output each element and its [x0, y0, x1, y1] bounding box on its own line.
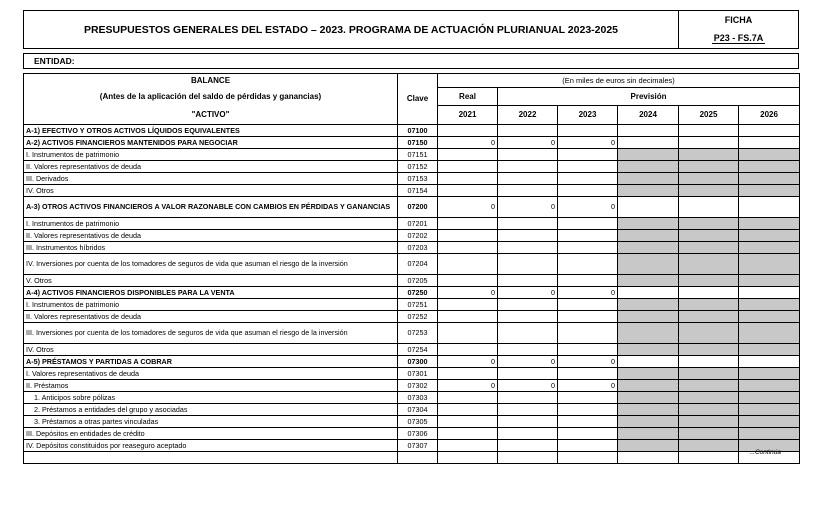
forecast-cell — [679, 196, 739, 217]
value-cell — [558, 439, 618, 451]
year-heading: 2024 — [618, 106, 679, 125]
row-label: A-5) PRÉSTAMOS Y PARTIDAS A COBRAR — [24, 355, 398, 367]
forecast-cell — [679, 310, 739, 322]
forecast-cell — [618, 379, 679, 391]
value-cell — [558, 241, 618, 253]
forecast-cell — [618, 229, 679, 241]
forecast-cell — [739, 172, 800, 184]
clave-heading: Clave — [398, 74, 438, 125]
value-cell: 0 — [558, 196, 618, 217]
forecast-cell — [739, 343, 800, 355]
value-cell — [558, 322, 618, 343]
table-row — [24, 241, 800, 253]
forecast-cell — [679, 136, 739, 148]
forecast-cell — [679, 415, 739, 427]
row-label: V. Otros — [24, 274, 398, 286]
forecast-cell — [679, 172, 739, 184]
forecast-cell — [618, 322, 679, 343]
table-row — [24, 229, 800, 241]
forecast-cell — [679, 124, 739, 136]
value-cell: 0 — [558, 136, 618, 148]
value-cell: 0 — [438, 136, 498, 148]
row-clave: 07305 — [398, 415, 438, 427]
row-label: I. Valores representativos de deuda — [24, 367, 398, 379]
forecast-cell — [679, 439, 739, 451]
forecast-cell — [679, 391, 739, 403]
forecast-cell — [618, 136, 679, 148]
forecast-cell — [739, 274, 800, 286]
value-cell — [438, 172, 498, 184]
row-label: A-4) ACTIVOS FINANCIEROS DISPONIBLES PARA LA VENTA — [24, 286, 398, 298]
value-cell: 0 — [558, 379, 618, 391]
row-label: IV. Depósitos constituidos por reaseguro aceptado — [24, 439, 398, 451]
row-label: IV. Otros — [24, 343, 398, 355]
value-cell — [558, 160, 618, 172]
value-cell — [438, 184, 498, 196]
row-clave: 07151 — [398, 148, 438, 160]
row-label: A-2) ACTIVOS FINANCIEROS MANTENIDOS PARA NEGOCIAR — [24, 136, 398, 148]
forecast-cell — [618, 310, 679, 322]
value-cell — [438, 415, 498, 427]
row-label: I. Instrumentos de patrimonio — [24, 298, 398, 310]
empty-row — [24, 451, 800, 463]
forecast-cell — [739, 253, 800, 274]
value-cell — [498, 298, 558, 310]
value-cell — [558, 367, 618, 379]
value-cell — [558, 415, 618, 427]
table-row — [24, 379, 800, 391]
row-label: A-1) EFECTIVO Y OTROS ACTIVOS LÍQUIDOS EQUIVALENTES — [24, 124, 398, 136]
row-clave: 07204 — [398, 253, 438, 274]
row-label: III. Depósitos en entidades de crédito — [24, 427, 398, 439]
row-label: I. Instrumentos de patrimonio — [24, 148, 398, 160]
value-cell — [498, 241, 558, 253]
row-clave: 07303 — [398, 391, 438, 403]
forecast-cell — [739, 184, 800, 196]
row-label: II. Valores representativos de deuda — [24, 310, 398, 322]
empty-cell — [679, 451, 739, 463]
row-clave: 07254 — [398, 343, 438, 355]
balance-heading: BALANCE — [24, 74, 398, 88]
forecast-cell — [618, 148, 679, 160]
forecast-cell — [679, 148, 739, 160]
row-clave: 07152 — [398, 160, 438, 172]
value-cell — [438, 310, 498, 322]
table-row — [24, 160, 800, 172]
row-clave: 07251 — [398, 298, 438, 310]
value-cell — [498, 322, 558, 343]
row-label: III. Instrumentos híbridos — [24, 241, 398, 253]
year-heading: 2022 — [498, 106, 558, 125]
row-clave: 07304 — [398, 403, 438, 415]
row-clave: 07203 — [398, 241, 438, 253]
year-heading: 2021 — [438, 106, 498, 125]
forecast-cell — [618, 196, 679, 217]
forecast-cell — [618, 286, 679, 298]
row-label: III. Derivados — [24, 172, 398, 184]
forecast-cell — [739, 367, 800, 379]
row-clave: 07250 — [398, 286, 438, 298]
ficha-code: P23 - FS.7A — [713, 33, 764, 43]
value-cell — [438, 229, 498, 241]
forecast-cell — [739, 136, 800, 148]
forecast-cell — [739, 415, 800, 427]
row-clave: 07150 — [398, 136, 438, 148]
value-cell — [438, 298, 498, 310]
forecast-cell — [679, 343, 739, 355]
row-clave: 07201 — [398, 217, 438, 229]
forecast-cell — [679, 286, 739, 298]
row-clave: 07301 — [398, 367, 438, 379]
value-cell — [498, 148, 558, 160]
row-clave: 07154 — [398, 184, 438, 196]
forecast-cell — [739, 229, 800, 241]
table-row — [24, 172, 800, 184]
value-cell — [438, 241, 498, 253]
value-cell — [438, 439, 498, 451]
value-cell — [558, 184, 618, 196]
forecast-cell — [739, 160, 800, 172]
forecast-cell — [679, 229, 739, 241]
value-cell — [498, 217, 558, 229]
value-cell — [498, 274, 558, 286]
row-label: III. Inversiones por cuenta de los tomadores de seguros de vida que asuman el riesgo de la inversión — [24, 322, 398, 343]
forecast-cell — [679, 379, 739, 391]
value-cell — [438, 367, 498, 379]
value-cell: 0 — [558, 355, 618, 367]
units-note: (En miles de euros sin decimales) — [438, 74, 800, 88]
year-heading: 2025 — [679, 106, 739, 125]
forecast-cell — [679, 355, 739, 367]
forecast-cell — [739, 298, 800, 310]
value-cell — [498, 229, 558, 241]
value-cell — [558, 253, 618, 274]
table-row — [24, 274, 800, 286]
value-cell — [498, 367, 558, 379]
row-clave: 07306 — [398, 427, 438, 439]
row-clave: 07307 — [398, 439, 438, 451]
value-cell: 0 — [498, 355, 558, 367]
row-label: IV. Otros — [24, 184, 398, 196]
forecast-cell — [739, 241, 800, 253]
empty-cell — [398, 451, 438, 463]
table-row — [24, 217, 800, 229]
table-row — [24, 310, 800, 322]
value-cell — [438, 322, 498, 343]
forecast-cell — [739, 196, 800, 217]
row-clave: 07253 — [398, 322, 438, 343]
forecast-cell — [618, 172, 679, 184]
table-row — [24, 367, 800, 379]
forecast-cell — [618, 184, 679, 196]
table-row — [24, 427, 800, 439]
forecast-cell — [618, 124, 679, 136]
row-label: II. Valores representativos de deuda — [24, 229, 398, 241]
value-cell — [558, 124, 618, 136]
row-label: II. Préstamos — [24, 379, 398, 391]
row-clave: 07252 — [398, 310, 438, 322]
forecast-cell — [679, 160, 739, 172]
forecast-cell — [618, 403, 679, 415]
value-cell: 0 — [558, 286, 618, 298]
budget-form — [23, 10, 799, 464]
table-row — [24, 322, 800, 343]
value-cell — [498, 160, 558, 172]
value-cell: 0 — [438, 196, 498, 217]
form-title: PRESUPUESTOS GENERALES DEL ESTADO – 2023. PROGRAMA DE ACTUACIÓN PLURIANUAL 2023-2025 — [24, 11, 679, 48]
row-label: 2. Préstamos a entidades del grupo y asociadas — [24, 403, 398, 415]
forecast-cell — [618, 241, 679, 253]
value-cell — [438, 427, 498, 439]
forecast-cell — [679, 253, 739, 274]
value-cell — [498, 172, 558, 184]
value-cell — [558, 427, 618, 439]
value-cell — [558, 310, 618, 322]
forecast-cell — [679, 217, 739, 229]
table-row — [24, 355, 800, 367]
row-clave: 07205 — [398, 274, 438, 286]
activo-heading: "ACTIVO" — [24, 106, 398, 125]
forecast-cell — [618, 274, 679, 286]
forecast-cell — [739, 148, 800, 160]
row-label: A-3) OTROS ACTIVOS FINANCIEROS A VALOR RAZONABLE CON CAMBIOS EN PÉRDIDAS Y GANANCIAS — [24, 196, 398, 217]
table-row — [24, 298, 800, 310]
row-label: I. Instrumentos de patrimonio — [24, 217, 398, 229]
table-row — [24, 439, 800, 451]
value-cell — [498, 184, 558, 196]
forecast-cell — [739, 391, 800, 403]
forecast-cell — [618, 217, 679, 229]
forecast-cell — [679, 403, 739, 415]
row-clave: 07202 — [398, 229, 438, 241]
forecast-cell — [618, 391, 679, 403]
value-cell — [498, 343, 558, 355]
forecast-cell — [679, 274, 739, 286]
ficha-label: FICHA — [724, 15, 753, 25]
forecast-cell — [679, 298, 739, 310]
year-heading: 2026 — [739, 106, 800, 125]
table-row — [24, 391, 800, 403]
value-cell: 0 — [438, 379, 498, 391]
ficha-box — [679, 11, 798, 48]
prevision-heading: Previsión — [498, 88, 800, 106]
forecast-cell — [618, 355, 679, 367]
value-cell: 0 — [498, 136, 558, 148]
empty-cell — [558, 451, 618, 463]
row-clave: 07100 — [398, 124, 438, 136]
row-label: 3. Préstamos a otras partes vinculadas — [24, 415, 398, 427]
table-row — [24, 184, 800, 196]
row-label: 1. Anticipos sobre pólizas — [24, 391, 398, 403]
value-cell — [558, 403, 618, 415]
forecast-cell — [618, 439, 679, 451]
empty-cell — [24, 451, 398, 463]
value-cell — [438, 148, 498, 160]
value-cell — [438, 253, 498, 274]
empty-cell — [438, 451, 498, 463]
table-row — [24, 196, 800, 217]
year-heading: 2023 — [558, 106, 618, 125]
forecast-cell — [739, 310, 800, 322]
forecast-cell — [739, 124, 800, 136]
value-cell — [558, 217, 618, 229]
table-row — [24, 124, 800, 136]
value-cell — [498, 439, 558, 451]
row-clave: 07200 — [398, 196, 438, 217]
value-cell — [438, 124, 498, 136]
forecast-cell — [679, 427, 739, 439]
forecast-cell — [618, 298, 679, 310]
row-label: IV. Inversiones por cuenta de los tomadores de seguros de vida que asuman el riesgo de la inversión — [24, 253, 398, 274]
forecast-cell — [618, 253, 679, 274]
forecast-cell — [618, 415, 679, 427]
forecast-cell — [618, 367, 679, 379]
forecast-cell — [739, 403, 800, 415]
value-cell — [558, 148, 618, 160]
continua-note: ...Continúa — [749, 448, 781, 456]
forecast-cell — [679, 322, 739, 343]
forecast-cell — [618, 343, 679, 355]
value-cell — [438, 160, 498, 172]
real-heading: Real — [438, 88, 498, 106]
row-clave: 07302 — [398, 379, 438, 391]
value-cell — [558, 172, 618, 184]
value-cell — [558, 274, 618, 286]
value-cell — [438, 217, 498, 229]
value-cell — [498, 253, 558, 274]
forecast-cell — [739, 379, 800, 391]
table-row — [24, 136, 800, 148]
value-cell: 0 — [438, 286, 498, 298]
value-cell — [498, 415, 558, 427]
value-cell: 0 — [498, 379, 558, 391]
table-row — [24, 403, 800, 415]
forecast-cell — [679, 184, 739, 196]
value-cell — [498, 124, 558, 136]
balance-table — [23, 73, 800, 464]
table-row — [24, 148, 800, 160]
value-cell — [438, 274, 498, 286]
value-cell — [498, 403, 558, 415]
empty-cell — [498, 451, 558, 463]
value-cell — [558, 391, 618, 403]
forecast-cell — [618, 160, 679, 172]
forecast-cell — [679, 367, 739, 379]
table-row — [24, 343, 800, 355]
value-cell: 0 — [498, 286, 558, 298]
forecast-cell — [739, 355, 800, 367]
value-cell — [558, 298, 618, 310]
empty-cell — [618, 451, 679, 463]
form-header — [23, 10, 799, 49]
table-row — [24, 286, 800, 298]
forecast-cell — [618, 427, 679, 439]
table-row — [24, 253, 800, 274]
value-cell: 0 — [438, 355, 498, 367]
row-clave: 07153 — [398, 172, 438, 184]
value-cell: 0 — [498, 196, 558, 217]
entidad-field: ENTIDAD: — [23, 53, 799, 69]
value-cell — [498, 427, 558, 439]
row-label: II. Valores representativos de deuda — [24, 160, 398, 172]
forecast-cell — [739, 286, 800, 298]
forecast-cell — [679, 241, 739, 253]
value-cell — [438, 391, 498, 403]
balance-subtitle: (Antes de la aplicación del saldo de pérdidas y ganancias) — [24, 88, 398, 106]
value-cell — [438, 403, 498, 415]
value-cell — [498, 310, 558, 322]
forecast-cell — [739, 322, 800, 343]
table-row — [24, 415, 800, 427]
row-clave: 07300 — [398, 355, 438, 367]
value-cell — [498, 391, 558, 403]
value-cell — [438, 343, 498, 355]
value-cell — [558, 229, 618, 241]
value-cell — [558, 343, 618, 355]
forecast-cell — [739, 427, 800, 439]
forecast-cell — [739, 217, 800, 229]
